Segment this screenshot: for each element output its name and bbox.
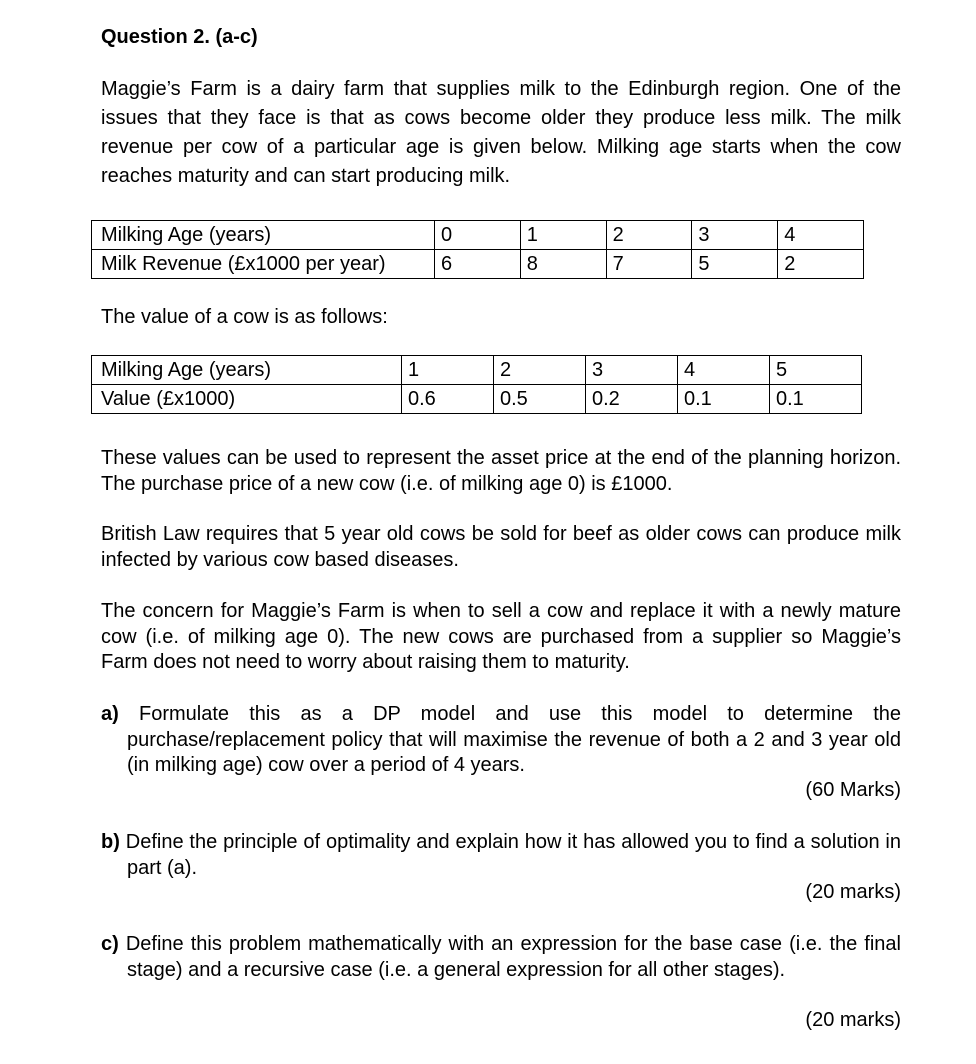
- intro-paragraph: Maggie’s Farm is a dairy farm that supplies milk to the Edinburgh region. One of the issues that they face is that as cows become older they produce less milk. The milk revenue per cow of a particular age is given below. Milking age starts when the cow reaches maturity and can start producing milk.: [101, 78, 901, 187]
- question-title: Question 2. (a-c): [101, 26, 258, 48]
- table-cell: 8: [520, 250, 606, 279]
- table-row: [92, 221, 864, 250]
- part-text: Formulate this as a DP model and use this model to determine the purchase/replacement policy that will maximise the revenue of both a 2 and 3 year old (in milking age) cow over a period of 4 years.: [127, 703, 901, 776]
- row-label: Milk Revenue (£x1000 per year): [92, 250, 435, 279]
- table-cell: 5: [692, 250, 778, 279]
- table-cell: 3: [586, 356, 678, 385]
- part-a-marks: (60 Marks): [805, 779, 901, 801]
- table-cell: 1: [520, 221, 606, 250]
- table-row: [92, 356, 862, 385]
- row-label: Milking Age (years): [92, 356, 402, 385]
- table-cell: 2: [606, 221, 692, 250]
- cow-value-table: [91, 355, 862, 414]
- asset-paragraph: These values can be used to represent the asset price at the end of the planning horizon. The purchase price of a new cow (i.e. of milking age 0) is £1000.: [101, 447, 901, 495]
- table-cell: 3: [692, 221, 778, 250]
- part-c: [101, 932, 901, 983]
- table-cell: 0.5: [494, 385, 586, 414]
- table-cell: 4: [778, 221, 864, 250]
- table-cell: 0: [435, 221, 521, 250]
- table-cell: 7: [606, 250, 692, 279]
- table-cell: 5: [770, 356, 862, 385]
- table-cell: 0.1: [678, 385, 770, 414]
- value-intro: The value of a cow is as follows:: [101, 306, 388, 328]
- row-label: Milking Age (years): [92, 221, 435, 250]
- table-cell: 0.1: [770, 385, 862, 414]
- law-paragraph: British Law requires that 5 year old cows be sold for beef as older cows can produce milk infected by various cow based diseases.: [101, 523, 901, 571]
- part-a: [101, 702, 901, 779]
- part-b-marks: (20 marks): [805, 881, 901, 903]
- part-b: [101, 830, 901, 881]
- table-cell: 6: [435, 250, 521, 279]
- table-row: [92, 385, 862, 414]
- table-row: [92, 250, 864, 279]
- row-label: Value (£x1000): [92, 385, 402, 414]
- milk-revenue-table: [91, 220, 864, 279]
- table-cell: 0.6: [402, 385, 494, 414]
- table-cell: 2: [778, 250, 864, 279]
- part-text: Define the principle of optimality and explain how it has allowed you to find a solution in part (a).: [125, 831, 901, 879]
- part-label: a): [101, 703, 119, 725]
- part-label: c): [101, 933, 119, 955]
- table-cell: 4: [678, 356, 770, 385]
- part-text: Define this problem mathematically with an expression for the base case (i.e. the final stage) and a recursive case (i.e. a general expression for all other stages).: [125, 933, 901, 981]
- concern-paragraph: The concern for Maggie’s Farm is when to sell a cow and replace it with a newly mature cow (i.e. of milking age 0). The new cows are purchased from a supplier so Maggie’s Farm does not need to worry about raising them to maturity.: [101, 600, 901, 673]
- table-cell: 1: [402, 356, 494, 385]
- part-c-marks: (20 marks): [805, 1009, 901, 1031]
- part-label: b): [101, 831, 120, 853]
- table-cell: 0.2: [586, 385, 678, 414]
- table-cell: 2: [494, 356, 586, 385]
